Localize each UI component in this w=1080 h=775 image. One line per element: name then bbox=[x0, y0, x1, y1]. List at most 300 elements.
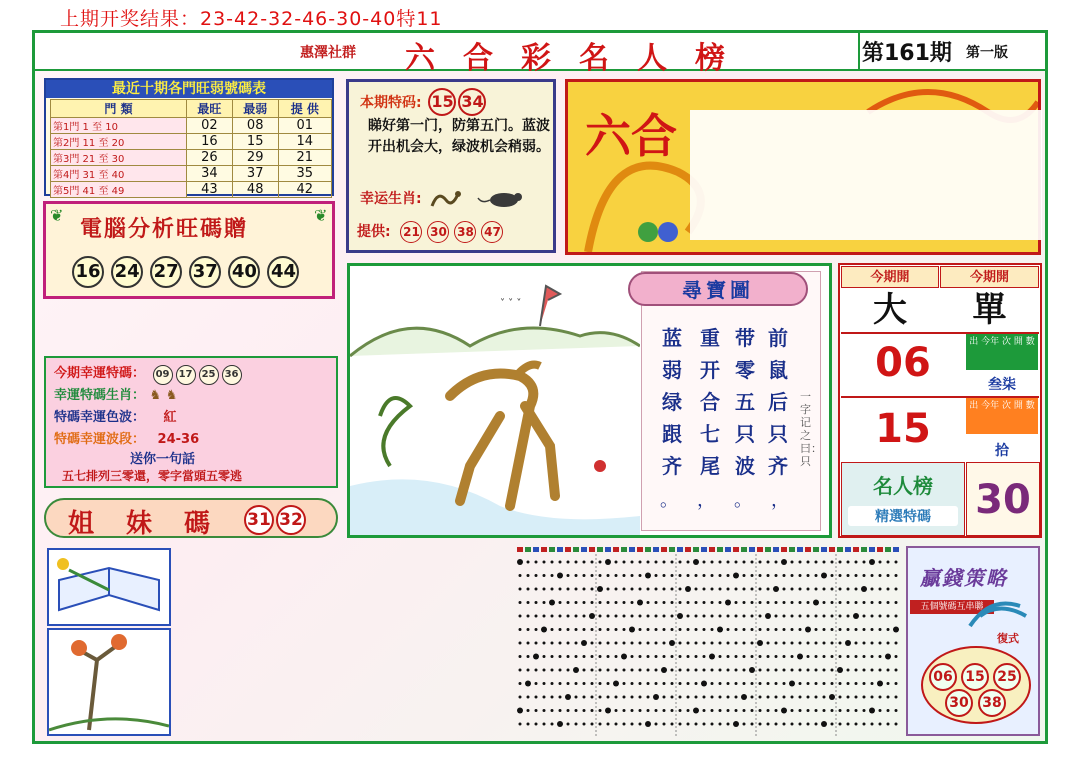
grid-dot bbox=[543, 709, 546, 712]
grid-dot bbox=[567, 615, 570, 618]
grid-dot bbox=[623, 723, 626, 726]
grid-dot bbox=[687, 642, 690, 645]
grid-dot bbox=[655, 601, 658, 604]
grid-dot bbox=[535, 709, 538, 712]
grid-dot bbox=[759, 696, 762, 699]
grid-dot bbox=[871, 601, 874, 604]
grid-dot bbox=[663, 709, 666, 712]
lucky-range-value: 24-36 bbox=[157, 432, 200, 447]
grid-dot bbox=[781, 708, 787, 714]
grid-dot bbox=[743, 709, 746, 712]
grid-dot bbox=[671, 588, 674, 591]
grid-header-mark bbox=[541, 547, 547, 552]
grid-dot bbox=[519, 601, 522, 604]
featured-number: 30 bbox=[966, 462, 1040, 536]
provide-cell: 35 bbox=[278, 166, 331, 182]
grid-dot bbox=[551, 642, 554, 645]
grid-dot bbox=[815, 574, 818, 577]
grid-dot bbox=[895, 723, 898, 726]
number-ball: 15 bbox=[961, 663, 989, 691]
grid-dot bbox=[631, 561, 634, 564]
grid-dot bbox=[655, 669, 658, 672]
lucky-color-label: 特碼幸運色波： bbox=[54, 410, 146, 425]
stats-header: 今期開 bbox=[841, 266, 939, 288]
door-label: 第3門 21 至 30 bbox=[51, 150, 187, 166]
grid-dot bbox=[839, 601, 842, 604]
vine-icon: ❦ bbox=[50, 206, 64, 225]
provide-row bbox=[357, 221, 503, 243]
grid-dot bbox=[871, 574, 874, 577]
grid-dot bbox=[725, 600, 731, 606]
grid-dot bbox=[735, 669, 738, 672]
grid-dot bbox=[791, 574, 794, 577]
grid-dot bbox=[573, 667, 579, 673]
grid-dot bbox=[597, 586, 603, 592]
page-title: 六合彩名人榜 bbox=[405, 41, 753, 76]
grid-dot bbox=[767, 561, 770, 564]
door-table-title: 最近十期各門旺弱號碼表 bbox=[46, 80, 332, 98]
grid-dot bbox=[567, 642, 570, 645]
grid-dot bbox=[839, 628, 842, 631]
table-row bbox=[51, 166, 332, 182]
grid-dot bbox=[839, 588, 842, 591]
grid-dot bbox=[783, 574, 786, 577]
grid-dot bbox=[695, 655, 698, 658]
grid-dot bbox=[863, 561, 866, 564]
grid-dot bbox=[743, 601, 746, 604]
grid-header-mark bbox=[645, 547, 651, 552]
grid-dot bbox=[847, 723, 850, 726]
grid-dot bbox=[759, 723, 762, 726]
grid-dot bbox=[567, 655, 570, 658]
grid-dot bbox=[735, 642, 738, 645]
featured-subtitle: 精選特碼 bbox=[848, 506, 958, 526]
grid-dot bbox=[887, 723, 890, 726]
grid-dot bbox=[679, 561, 682, 564]
grid-dot bbox=[599, 615, 602, 618]
grid-dot bbox=[839, 709, 842, 712]
grid-dot bbox=[535, 642, 538, 645]
grid-dot bbox=[791, 723, 794, 726]
grid-dot bbox=[519, 628, 522, 631]
grid-dot bbox=[847, 574, 850, 577]
grid-dot bbox=[535, 588, 538, 591]
grid-dot bbox=[607, 642, 610, 645]
hot-cell: 43 bbox=[187, 182, 233, 198]
grid-dot bbox=[807, 561, 810, 564]
grid-dot bbox=[623, 601, 626, 604]
grid-header-mark bbox=[637, 547, 643, 552]
grid-dot bbox=[775, 696, 778, 699]
grid-header-mark bbox=[893, 547, 899, 552]
grid-dot bbox=[877, 681, 883, 687]
grid-dot bbox=[567, 561, 570, 564]
grid-dot bbox=[719, 588, 722, 591]
grid-dot bbox=[799, 615, 802, 618]
grid-dot bbox=[735, 696, 738, 699]
grid-dot bbox=[743, 723, 746, 726]
grid-dot bbox=[583, 696, 586, 699]
grid-dot bbox=[687, 628, 690, 631]
table-row bbox=[51, 182, 332, 198]
blurred-region bbox=[690, 110, 1042, 240]
grid-dot bbox=[559, 561, 562, 564]
grid-dot bbox=[517, 708, 523, 714]
grid-dot bbox=[543, 615, 546, 618]
grid-dot bbox=[591, 655, 594, 658]
grid-dot bbox=[759, 615, 762, 618]
grid-dot bbox=[541, 627, 547, 633]
grid-dot bbox=[551, 696, 554, 699]
grid-dot bbox=[807, 682, 810, 685]
grid-dot bbox=[799, 574, 802, 577]
grid-dot bbox=[623, 696, 626, 699]
grid-dot bbox=[887, 709, 890, 712]
grid-dot bbox=[719, 655, 722, 658]
grid-dot bbox=[535, 601, 538, 604]
grid-dot bbox=[695, 682, 698, 685]
grid-dot bbox=[775, 574, 778, 577]
grid-dot bbox=[679, 709, 682, 712]
grid-dot bbox=[783, 628, 786, 631]
grid-dot bbox=[805, 627, 811, 633]
grid-dot bbox=[687, 615, 690, 618]
grid-dot bbox=[583, 574, 586, 577]
grid-dot bbox=[765, 613, 771, 619]
grid-dot bbox=[775, 642, 778, 645]
grid-dot bbox=[711, 669, 714, 672]
grid-dot bbox=[767, 669, 770, 672]
grid-dot bbox=[559, 655, 562, 658]
grid-dot bbox=[663, 723, 666, 726]
grid-header-mark bbox=[533, 547, 539, 552]
grid-header-mark bbox=[725, 547, 731, 552]
grid-dot bbox=[799, 669, 802, 672]
grid-dot bbox=[615, 669, 618, 672]
grid-dot bbox=[751, 615, 754, 618]
grid-dot bbox=[613, 681, 619, 687]
book-illustration bbox=[47, 548, 171, 626]
grid-dot bbox=[663, 601, 666, 604]
grid-dot bbox=[519, 642, 522, 645]
grid-dot bbox=[575, 574, 578, 577]
grid-dot bbox=[549, 600, 555, 606]
grid-header-mark bbox=[829, 547, 835, 552]
grid-dot bbox=[727, 588, 730, 591]
grid-dot bbox=[823, 601, 826, 604]
grid-dot bbox=[767, 628, 770, 631]
grid-dot bbox=[551, 655, 554, 658]
grid-dot bbox=[783, 669, 786, 672]
grid-dot bbox=[703, 696, 706, 699]
door-label: 第1門 1 至 10 bbox=[51, 118, 187, 134]
grid-dot bbox=[543, 696, 546, 699]
grid-dot bbox=[559, 615, 562, 618]
grid-header-mark bbox=[885, 547, 891, 552]
grid-dot bbox=[735, 615, 738, 618]
zodiac-animals-icon bbox=[426, 186, 536, 212]
grid-dot bbox=[727, 669, 730, 672]
grid-dot bbox=[839, 574, 842, 577]
grid-dot bbox=[767, 588, 770, 591]
grid-dot bbox=[871, 723, 874, 726]
grid-dot bbox=[679, 588, 682, 591]
grid-dot bbox=[519, 588, 522, 591]
win-strategy-subtitle: 五個號碼互串聯 bbox=[910, 600, 994, 614]
grid-dot bbox=[591, 561, 594, 564]
grid-dot bbox=[743, 615, 746, 618]
lucky-zodiac-text-row bbox=[54, 384, 177, 403]
grid-dot bbox=[583, 682, 586, 685]
grid-dot bbox=[671, 669, 674, 672]
grid-dot bbox=[759, 682, 762, 685]
grid-dot bbox=[815, 709, 818, 712]
grid-dot bbox=[727, 682, 730, 685]
grid-dot bbox=[735, 655, 738, 658]
grid-dot bbox=[807, 723, 810, 726]
grid-dot bbox=[863, 642, 866, 645]
grid-dot bbox=[615, 655, 618, 658]
grid-dot bbox=[823, 642, 826, 645]
column-header: 提 供 bbox=[278, 100, 331, 118]
stat-number: 06 bbox=[875, 340, 931, 386]
grid-dot bbox=[727, 655, 730, 658]
grid-dot bbox=[527, 723, 530, 726]
lucky-zodiac-text: 幸運特碼生肖： bbox=[54, 388, 146, 403]
grid-dot bbox=[855, 682, 858, 685]
grid-header-mark bbox=[525, 547, 531, 552]
grid-dot bbox=[535, 628, 538, 631]
grid-dot bbox=[879, 723, 882, 726]
grid-dot bbox=[631, 723, 634, 726]
grid-dot bbox=[871, 696, 874, 699]
grid-dot bbox=[839, 682, 842, 685]
grid-dot bbox=[607, 655, 610, 658]
grid-dot bbox=[799, 588, 802, 591]
grid-dot bbox=[639, 669, 642, 672]
grid-dot bbox=[735, 588, 738, 591]
grid-dot bbox=[719, 682, 722, 685]
poem-column: 前鼠后只齐 bbox=[768, 326, 788, 478]
grid-dot bbox=[591, 709, 594, 712]
grid-dot bbox=[559, 642, 562, 645]
number-ball: 30 bbox=[945, 689, 973, 717]
grid-header-mark bbox=[805, 547, 811, 552]
group-name: 惠澤社群 bbox=[300, 45, 356, 61]
grid-dot bbox=[743, 669, 746, 672]
grid-header-mark bbox=[717, 547, 723, 552]
hot-cell: 02 bbox=[187, 118, 233, 134]
grid-dot bbox=[639, 709, 642, 712]
grid-dot bbox=[733, 573, 739, 579]
grid-dot bbox=[655, 561, 658, 564]
grid-dot bbox=[559, 696, 562, 699]
grid-dot bbox=[525, 681, 531, 687]
grid-header-mark bbox=[837, 547, 843, 552]
grid-dot bbox=[599, 682, 602, 685]
number-ball: 15 bbox=[428, 88, 456, 116]
number-ball: 32 bbox=[276, 505, 306, 535]
grid-dot bbox=[583, 669, 586, 672]
grid-dot bbox=[863, 696, 866, 699]
grid-dot bbox=[519, 615, 522, 618]
grid-dot bbox=[743, 561, 746, 564]
grid-dot bbox=[757, 640, 763, 646]
number-ball: 24 bbox=[111, 256, 143, 288]
grid-dot bbox=[767, 682, 770, 685]
grid-dot bbox=[895, 615, 898, 618]
grid-dot bbox=[701, 681, 707, 687]
number-ball: 38 bbox=[978, 689, 1006, 717]
win-strategy-title: 贏錢策略 bbox=[920, 566, 1008, 590]
grid-dot bbox=[895, 601, 898, 604]
grid-dot bbox=[559, 601, 562, 604]
grid-dot bbox=[695, 601, 698, 604]
grid-dot bbox=[663, 574, 666, 577]
grid-dot bbox=[815, 682, 818, 685]
grid-dot bbox=[727, 561, 730, 564]
grid-dot bbox=[687, 669, 690, 672]
grid-dot bbox=[589, 613, 595, 619]
grid-header-mark bbox=[565, 547, 571, 552]
grid-dot bbox=[815, 588, 818, 591]
poem-column: 重开合七尾 bbox=[700, 326, 720, 478]
grid-dot bbox=[527, 574, 530, 577]
grid-dot bbox=[543, 669, 546, 672]
grid-dot bbox=[823, 628, 826, 631]
grid-dot bbox=[647, 682, 650, 685]
grid-dot bbox=[615, 601, 618, 604]
grid-dot bbox=[519, 696, 522, 699]
grid-dot bbox=[695, 588, 698, 591]
grid-dot bbox=[855, 696, 858, 699]
grid-dot bbox=[591, 628, 594, 631]
grid-dot bbox=[719, 615, 722, 618]
grid-dot bbox=[751, 696, 754, 699]
number-ball: 16 bbox=[72, 256, 104, 288]
grid-dot bbox=[535, 574, 538, 577]
stats-header: 今期開 bbox=[940, 266, 1039, 288]
grid-dot bbox=[567, 682, 570, 685]
grid-dot bbox=[863, 669, 866, 672]
grid-dot bbox=[527, 601, 530, 604]
grid-dot bbox=[623, 642, 626, 645]
grid-dot bbox=[879, 561, 882, 564]
grid-dot bbox=[855, 709, 858, 712]
grid-dot bbox=[543, 655, 546, 658]
grid-dot bbox=[693, 708, 699, 714]
grid-dot bbox=[607, 669, 610, 672]
grid-dot bbox=[791, 561, 794, 564]
grid-dot bbox=[575, 709, 578, 712]
provide-cell: 42 bbox=[278, 182, 331, 198]
grid-dot bbox=[519, 723, 522, 726]
grid-dot bbox=[519, 669, 522, 672]
grid-dot bbox=[655, 723, 658, 726]
grid-dot bbox=[743, 628, 746, 631]
door-label: 第4門 31 至 40 bbox=[51, 166, 187, 182]
grid-header-mark bbox=[605, 547, 611, 552]
grid-dot bbox=[879, 628, 882, 631]
grid-dot bbox=[815, 723, 818, 726]
grid-dot bbox=[847, 601, 850, 604]
grid-dot bbox=[879, 642, 882, 645]
grid-dot bbox=[839, 561, 842, 564]
grid-dot bbox=[895, 561, 898, 564]
provide-cell: 14 bbox=[278, 134, 331, 150]
number-ball: 17 bbox=[176, 365, 196, 385]
provide-cell: 21 bbox=[278, 150, 331, 166]
grid-dot bbox=[839, 723, 842, 726]
grid-dot bbox=[895, 642, 898, 645]
grid-dot bbox=[567, 669, 570, 672]
grid-dot bbox=[565, 694, 571, 700]
grid-dot bbox=[615, 574, 618, 577]
grid-dot bbox=[637, 600, 643, 606]
door-label: 第5門 41 至 49 bbox=[51, 182, 187, 198]
grid-dot bbox=[631, 709, 634, 712]
grid-dot bbox=[815, 615, 818, 618]
grid-dot bbox=[655, 588, 658, 591]
grid-dot bbox=[759, 655, 762, 658]
grid-dot bbox=[647, 696, 650, 699]
grid-dot bbox=[645, 721, 651, 727]
grid-dot bbox=[767, 642, 770, 645]
grid-dot bbox=[775, 628, 778, 631]
grid-header-mark bbox=[677, 547, 683, 552]
grid-dot bbox=[639, 574, 642, 577]
grid-dot bbox=[703, 615, 706, 618]
grid-dot bbox=[767, 696, 770, 699]
grid-dot bbox=[591, 696, 594, 699]
grid-dot bbox=[607, 601, 610, 604]
grid-dot bbox=[807, 709, 810, 712]
grid-dot bbox=[605, 559, 611, 565]
column-header: 最旺 bbox=[187, 100, 233, 118]
grid-dot bbox=[831, 561, 834, 564]
grid-dot bbox=[695, 642, 698, 645]
grid-dot bbox=[663, 628, 666, 631]
grid-dot bbox=[791, 669, 794, 672]
grid-dot bbox=[679, 669, 682, 672]
grid-dot bbox=[759, 561, 762, 564]
grid-dot bbox=[639, 723, 642, 726]
grid-dot bbox=[711, 561, 714, 564]
number-ball: 44 bbox=[267, 256, 299, 288]
grid-dot bbox=[863, 682, 866, 685]
grid-dot bbox=[863, 574, 866, 577]
grid-dot bbox=[671, 709, 674, 712]
grid-dot bbox=[751, 642, 754, 645]
grid-dot bbox=[551, 588, 554, 591]
open-book-icon bbox=[49, 550, 169, 624]
grid-header-mark bbox=[669, 547, 675, 552]
grid-dot bbox=[791, 615, 794, 618]
grid-header-mark bbox=[701, 547, 707, 552]
grid-dot bbox=[687, 655, 690, 658]
provide-label: 提供: bbox=[357, 224, 391, 240]
grid-dot bbox=[767, 723, 770, 726]
grid-dot bbox=[855, 588, 858, 591]
poem-side-note: 一字记之曰：只 bbox=[800, 390, 822, 468]
poem-column: 蓝弱绿跟齐 bbox=[662, 326, 682, 478]
grid-dot bbox=[751, 682, 754, 685]
grid-dot bbox=[895, 709, 898, 712]
grid-dot bbox=[893, 627, 899, 633]
grid-dot bbox=[663, 615, 666, 618]
grid-dot bbox=[879, 574, 882, 577]
grid-dot bbox=[567, 601, 570, 604]
